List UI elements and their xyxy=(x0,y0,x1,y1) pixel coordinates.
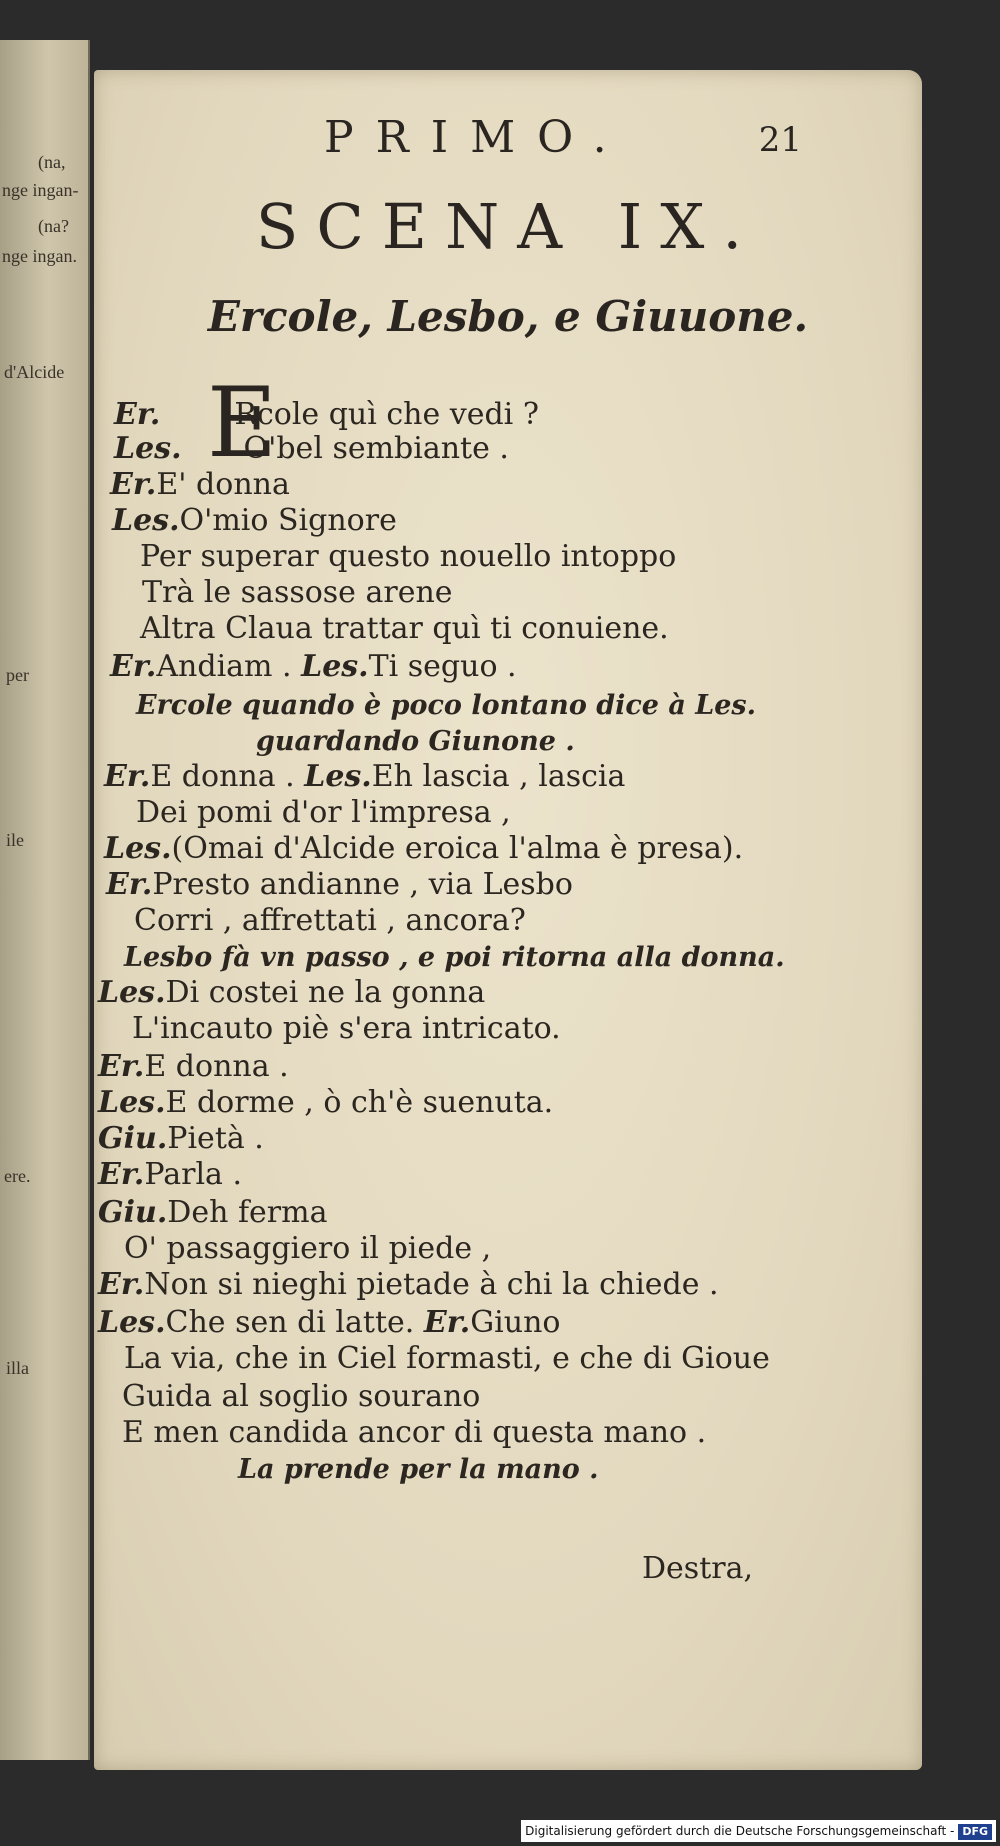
cast-list: Ercole, Lesbo, e Giuuone. xyxy=(207,292,809,341)
line-text: Rcole quì che vedi ? xyxy=(234,397,539,432)
verse-line xyxy=(140,612,669,646)
verse-line xyxy=(98,1086,553,1120)
line-text: La via, che in Ciel formasti, e che di Gioue xyxy=(124,1341,770,1376)
line-text: Corri , affrettati , ancora? xyxy=(134,903,526,938)
speaker-label: Er. xyxy=(110,649,157,684)
stage-text: guardando Giunone . xyxy=(256,726,575,757)
speaker-label: Er. xyxy=(98,1267,145,1302)
speaker-label: Les. xyxy=(98,1305,166,1340)
speaker-label: Les. xyxy=(114,431,182,466)
line-text: Altra Claua trattar quì ti conuiene. xyxy=(140,611,669,646)
stage-direction xyxy=(256,724,575,759)
verse-line xyxy=(98,1158,242,1192)
line-text: Parla . xyxy=(144,1157,242,1192)
line-text: Andiam . xyxy=(156,649,302,684)
stage-direction xyxy=(124,940,785,975)
speaker-label: Les. xyxy=(98,975,166,1010)
verse-line xyxy=(110,650,517,684)
line-text: O' passaggiero il piede , xyxy=(124,1231,492,1266)
line-text: L'incauto piè s'era intricato. xyxy=(132,1011,561,1046)
line-text: Giuno xyxy=(470,1305,561,1340)
dfg-logo: DFG xyxy=(958,1824,992,1840)
verse-line xyxy=(112,504,397,538)
line-text: E donna . xyxy=(150,759,305,794)
previous-page-edge xyxy=(0,40,90,1760)
stage-direction xyxy=(136,688,756,723)
verse-line xyxy=(98,1122,264,1156)
speaker-label: Er. xyxy=(104,759,151,794)
line-text: Ti seguo . xyxy=(368,649,517,684)
line-text: (Omai d'Alcide eroica l'alma è presa). xyxy=(171,831,744,866)
line-text: Dei pomi d'or l'impresa , xyxy=(136,795,511,830)
stage-direction xyxy=(238,1452,599,1487)
line-text: Deh ferma xyxy=(167,1195,328,1230)
line-text: Non si nieghi pietade à chi la chiede . xyxy=(144,1267,719,1302)
margin-fragment: nge ingan. xyxy=(2,246,77,266)
verse-line xyxy=(140,540,676,574)
speaker-label: Les. xyxy=(304,759,372,794)
line-text: Per superar questo nouello intoppo xyxy=(140,539,677,574)
verse-line xyxy=(122,1380,480,1414)
margin-fragment: illa xyxy=(6,1358,29,1378)
margin-fragment: (na, xyxy=(38,152,66,172)
verse-line xyxy=(104,760,625,794)
margin-fragment: d'Alcide xyxy=(4,362,65,382)
speaker-label: Er. xyxy=(98,1157,145,1192)
line-text: E men candida ancor di questa mano . xyxy=(122,1415,707,1450)
verse-line xyxy=(136,796,511,830)
line-text: O'mio Signore xyxy=(179,503,397,538)
page-number: 21 xyxy=(758,120,802,160)
line-text: O'bel sembiante . xyxy=(243,431,509,466)
stage-text: Ercole quando è poco lontano dice à Les. xyxy=(136,690,757,721)
margin-fragment: ile xyxy=(6,830,24,850)
verse-line xyxy=(114,398,539,432)
digitization-credit xyxy=(521,1820,996,1842)
catchword: Destra, xyxy=(642,1551,754,1586)
verse-line xyxy=(124,1232,491,1266)
verse-line xyxy=(104,832,743,866)
margin-fragment: per xyxy=(6,665,29,685)
margin-fragment: nge ingan- xyxy=(2,180,79,200)
line-text: Presto andianne , via Lesbo xyxy=(152,867,573,902)
speaker-label: Giu. xyxy=(98,1195,168,1230)
book-page xyxy=(94,70,922,1770)
speaker-label: Er. xyxy=(114,397,161,432)
line-text: E dorme , ò ch'è suenuta. xyxy=(165,1085,554,1120)
verse-line xyxy=(142,576,453,610)
stage-text: La prende per la mano . xyxy=(238,1454,599,1485)
verse-line xyxy=(98,1196,327,1230)
speaker-label: Er. xyxy=(98,1049,145,1084)
margin-fragment: ere. xyxy=(4,1166,31,1186)
drop-cap: E xyxy=(207,367,278,479)
verse-line xyxy=(114,432,509,466)
running-head: PRIMO. xyxy=(324,112,629,163)
line-text: E' donna xyxy=(156,467,290,502)
line-text: Che sen di latte. xyxy=(165,1305,424,1340)
verse-line xyxy=(98,976,485,1010)
line-text: Eh lascia , lascia xyxy=(371,759,626,794)
verse-line xyxy=(132,1012,561,1046)
line-text: Di costei ne la gonna xyxy=(165,975,486,1010)
line-text: Pietà . xyxy=(167,1121,264,1156)
verse-line xyxy=(124,1342,770,1376)
verse-line xyxy=(98,1306,560,1340)
speaker-label: Les. xyxy=(112,503,180,538)
verse-line xyxy=(122,1416,706,1450)
credit-text: Digitalisierung gefördert durch die Deutsche Forschungsgemeinschaft - xyxy=(525,1824,955,1838)
line-text: E donna . xyxy=(144,1049,289,1084)
stage-text: Lesbo fà vn passo , e poi ritorna alla donna. xyxy=(124,942,785,973)
page-header xyxy=(324,112,802,162)
line-text: Trà le sassose arene xyxy=(142,575,453,610)
speaker-label: Er. xyxy=(106,867,153,902)
speaker-label: Les. xyxy=(104,831,172,866)
verse-line xyxy=(106,868,573,902)
verse-line xyxy=(134,904,526,938)
verse-line xyxy=(98,1050,289,1084)
scene-title: SCENA IX. xyxy=(255,190,761,263)
margin-fragment: (na? xyxy=(38,216,69,236)
speaker-label: Les. xyxy=(98,1085,166,1120)
speaker-label: Er. xyxy=(110,467,157,502)
speaker-label: Giu. xyxy=(98,1121,168,1156)
speaker-label: Er. xyxy=(423,1305,471,1340)
speaker-label: Les. xyxy=(301,649,369,684)
verse-line xyxy=(110,468,290,502)
line-text: Guida al soglio sourano xyxy=(122,1379,481,1414)
verse-line xyxy=(98,1268,719,1302)
